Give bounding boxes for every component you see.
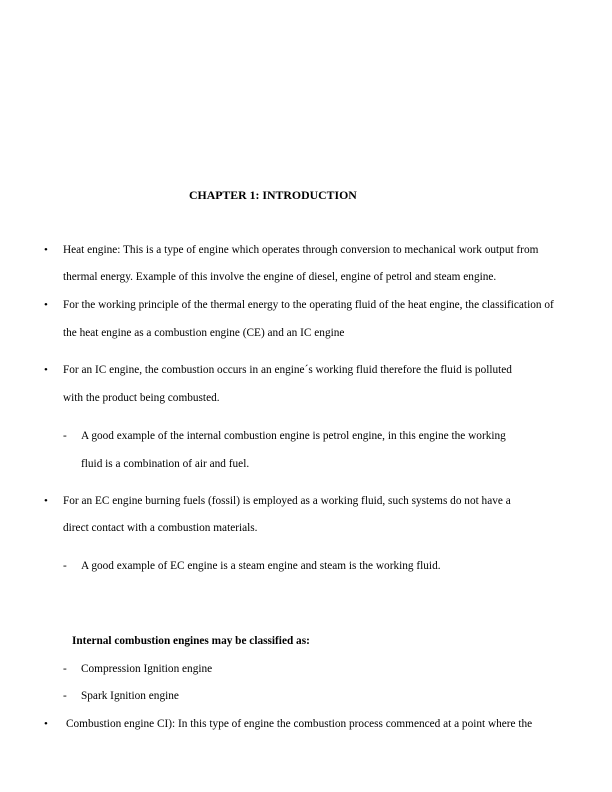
paragraph-line: the heat engine as a combustion engine (CE) and an IC engine <box>63 327 345 339</box>
bullet-marker: • <box>44 299 48 311</box>
paragraph-line: For an IC engine, the combustion occurs in an engine´s working fluid therefore the fluid is polluted <box>63 364 512 376</box>
bullet-marker: • <box>44 718 48 730</box>
dash-marker: - <box>63 663 67 675</box>
bullet-marker: • <box>44 364 48 376</box>
paragraph-line: For an EC engine burning fuels (fossil) is employed as a working fluid, such systems do not have a <box>63 495 511 507</box>
dash-marker: - <box>63 560 67 572</box>
paragraph-line: A good example of the internal combustion engine is petrol engine, in this engine the working <box>81 430 506 442</box>
dash-marker: - <box>63 690 67 702</box>
paragraph-line: A good example of EC engine is a steam engine and steam is the working fluid. <box>81 560 441 572</box>
paragraph-line: direct contact with a combustion materials. <box>63 522 258 534</box>
bullet-marker: • <box>44 244 48 256</box>
dash-marker: - <box>63 430 67 442</box>
section-heading: Internal combustion engines may be classified as: <box>72 635 310 647</box>
paragraph-line: For the working principle of the thermal energy to the operating fluid of the heat engine, the classification of <box>63 299 554 311</box>
paragraph-line: fluid is a combination of air and fuel. <box>81 458 250 470</box>
paragraph-line: thermal energy. Example of this involve the engine of diesel, engine of petrol and steam engine. <box>63 271 497 283</box>
list-item: Spark Ignition engine <box>81 690 179 702</box>
page-title: CHAPTER 1: INTRODUCTION <box>189 188 357 202</box>
bullet-marker: • <box>44 495 48 507</box>
list-item: Compression Ignition engine <box>81 663 213 675</box>
paragraph-line: Combustion engine CI): In this type of engine the combustion process commenced at a point where the <box>66 718 533 730</box>
paragraph-line: Heat engine: This is a type of engine which operates through conversion to mechanical work output from <box>63 244 539 256</box>
paragraph-line: with the product being combusted. <box>63 392 220 404</box>
